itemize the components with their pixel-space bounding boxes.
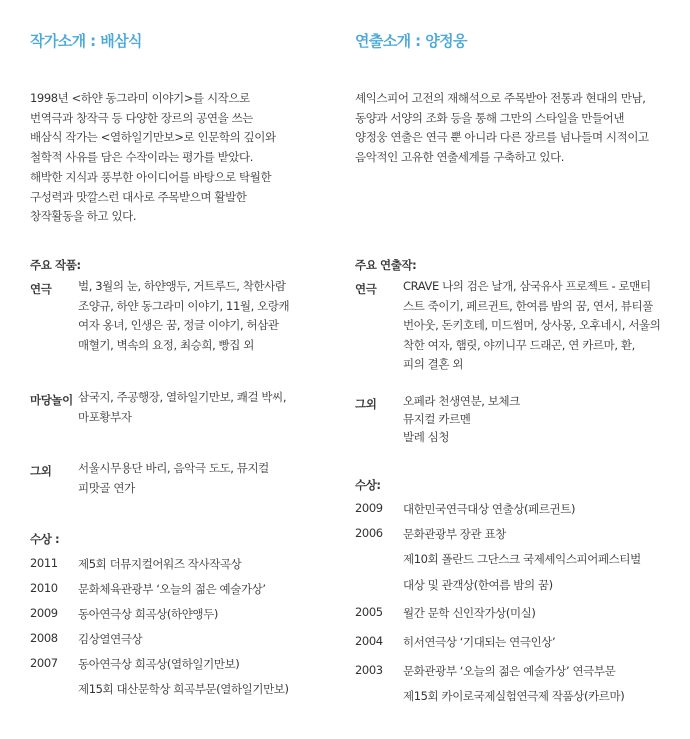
work-line: 번아웃, 돈키호테, 미드썸머, 상사몽, 오후네시, 서울의 [403,318,661,332]
work-line: 피맛골 연가 [78,480,135,495]
work-line: 서울시무용단 바리, 음악극 도도, 뮤지컬 [78,461,269,475]
award-desc: 제15회 카이로국제실험연극제 작품상(카르마) [403,689,625,703]
writer-works-heading: 주요 작품: [30,258,81,272]
award-year: 2003 [355,663,383,677]
award-desc: 문화관광부 ‘오늘의 젊은 예술가상’ 연극부문 [403,664,616,678]
intro-line: 구성력과 맛깔스런 대사로 주목받으며 활발한 [30,189,247,204]
award-desc: 김상열연극상 [78,632,143,646]
intro-line: 1998년 <하얀 동그라미 이야기>를 시작으로 [30,91,250,105]
intro-line: 철학적 사유를 담은 수작이라는 평가를 받았다. [30,150,254,165]
intro-line: 해박한 지식과 풍부한 아이디어를 바탕으로 탁월한 [30,169,272,184]
award-year: 2004 [355,634,383,648]
intro-line: 음악적인 고유한 연출세계를 구축하고 있다. [355,150,565,165]
award-desc: 동아연극상 희곡상(열하일기만보) [78,657,240,671]
category-label: 그외 [30,464,52,478]
category-text [78,459,269,498]
writer-awards-heading: 수상 : [30,532,60,546]
award-desc: 제15회 대산문학상 희곡부문(열하일기만보) [78,682,289,696]
award-desc: 동아연극상 희곡상(하얀앵두) [78,607,218,621]
category-text [403,277,660,375]
award-desc: 월간 문학 신인작가상(미실) [403,606,536,620]
work-line: 뮤지컬 카르멘 [403,412,471,426]
award-desc: 제10회 폴란드 그단스크 국제셰익스피어페스티벌 [403,552,641,566]
award-year: 2008 [30,631,58,645]
category-label: 연극 [355,282,377,296]
work-line: 매혈기, 벽속의 요정, 최승희, 빵집 외 [78,337,254,352]
intro-line: 셰익스피어 고전의 재해석으로 주목받아 전통과 현대의 만남, [355,91,646,105]
work-line: 삼국지, 주공행장, 열하일기만보, 쾌걸 박씨, [78,390,287,404]
award-year: 2005 [355,605,383,619]
work-line: CRAVE 나의 검은 날개, 삼국유사 프로젝트 - 로맨티 [403,279,651,293]
work-line: 오페라 천생연분, 보체크 [403,394,520,408]
award-year: 2009 [355,501,383,515]
work-line: 발레 심청 [403,430,450,444]
award-desc: 문화체육관광부 ‘오늘의 젊은 예술가상’ [78,582,266,596]
award-year: 2006 [355,526,383,540]
award-desc: 대상 및 관객상(한여름 밤의 꿈) [403,578,553,592]
work-line: 조양규, 하얀 동그라미 이야기, 11월, 오랑캐 [78,298,290,313]
award-year: 2009 [30,606,58,620]
award-year: 2011 [30,556,58,570]
work-line: 마포황부자 [78,409,132,424]
category-label: 그외 [355,397,377,411]
director-awards-heading: 수상: [355,478,381,492]
category-text [78,388,286,427]
director-works-heading: 주요 연출작: [355,258,417,272]
award-year: 2010 [30,581,58,595]
intro-line: 창작활동을 하고 있다. [30,209,137,224]
award-desc: 대한민국연극대상 연출상(페르귄트) [403,502,576,516]
intro-line: 배삼식 작가는 <열하일기만보>로 인문학의 깊이와 [30,130,276,145]
work-line: 착한 여자, 햄릿, 야끼니꾸 드래곤, 연 카르마, 환, [403,337,635,352]
category-text [403,392,520,446]
intro-line: 양정웅 연출은 연극 뿐 아니라 다른 장르를 넘나들며 시적이고 [355,130,649,145]
award-desc: 문화관광부 장관 표창 [403,527,506,541]
award-desc: 제5회 더뮤지컬어워즈 작사작곡상 [78,557,242,571]
work-line: 벌, 3월의 눈, 하얀앵두, 거트루드, 착한사람 [78,279,286,293]
writer-intro [30,89,276,227]
intro-line: 번역극과 창작극 등 다양한 장르의 공연을 쓰는 [30,110,254,125]
director-title: 연출소개 : 양정웅 [355,32,467,50]
category-text [78,277,289,355]
writer-title: 작가소개 : 배삼식 [30,32,142,50]
work-line: 스트 죽이기, 페르귄트, 한여름 밤의 꿈, 연서, 뷰티풀 [403,298,653,313]
award-year: 2007 [30,656,58,670]
director-intro [355,89,649,168]
category-label: 마당놀이 [30,393,73,407]
category-label: 연극 [30,282,52,296]
work-line: 피의 결혼 외 [403,357,464,371]
award-desc: 히서연극상 ‘기대되는 연극인상’ [403,635,556,649]
work-line: 여자 옹녀, 인생은 꿈, 정글 이야기, 허삼관 [78,318,279,332]
intro-line: 동양과 서양의 조화 등을 통해 그만의 스타일을 만들어낸 [355,110,625,125]
